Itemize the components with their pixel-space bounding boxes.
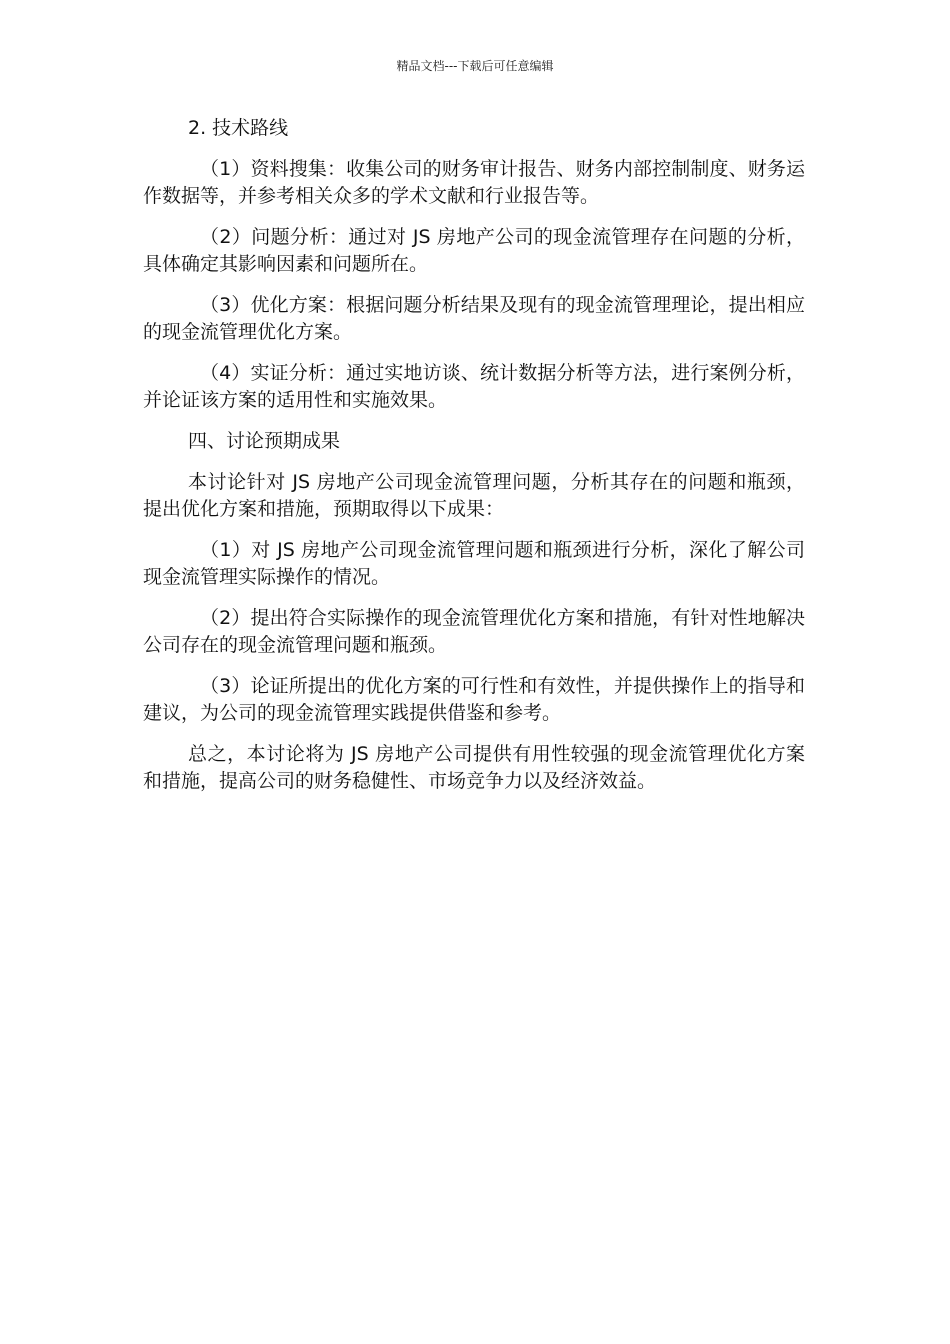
- results-intro-paragraph: 本讨论针对 JS 房地产公司现金流管理问题，分析其存在的问题和瓶颈，提出优化方案和措施，预期取得以下成果：: [143, 471, 805, 520]
- document-body: [143, 115, 805, 809]
- conclusion-paragraph: 总之，本讨论将为 JS 房地产公司提供有用性较强的现金流管理优化方案和措施，提高公司的财务稳健性、市场竞争力以及经济效益。: [143, 743, 805, 792]
- result-item-1: （1）对 JS 房地产公司现金流管理问题和瓶颈进行分析，深化了解公司现金流管理实际操作的情况。: [143, 539, 805, 588]
- section-heading-expected-results: 四、讨论预期成果: [188, 430, 341, 452]
- result-item-3: （3）论证所提出的优化方案的可行性和有效性，并提供操作上的指导和建议，为公司的现金流管理实践提供借鉴和参考。: [143, 675, 805, 724]
- tech-item-1: （1）资料搜集：收集公司的财务审计报告、财务内部控制制度、财务运作数据等，并参考相关众多的学术文献和行业报告等。: [143, 158, 805, 207]
- section-heading-tech-route: 2. 技术路线: [188, 117, 289, 139]
- tech-item-2: （2）问题分析：通过对 JS 房地产公司的现金流管理存在问题的分析，具体确定其影响因素和问题所在。: [143, 226, 805, 275]
- tech-item-3: （3）优化方案：根据问题分析结果及现有的现金流管理理论，提出相应的现金流管理优化方案。: [143, 294, 805, 343]
- result-item-2: （2）提出符合实际操作的现金流管理优化方案和措施，有针对性地解决公司存在的现金流管理问题和瓶颈。: [143, 607, 805, 656]
- tech-item-4: （4）实证分析：通过实地访谈、统计数据分析等方法，进行案例分析，并论证该方案的适用性和实施效果。: [143, 362, 805, 411]
- page-header-note: 精品文档---下载后可任意编辑: [396, 59, 554, 73]
